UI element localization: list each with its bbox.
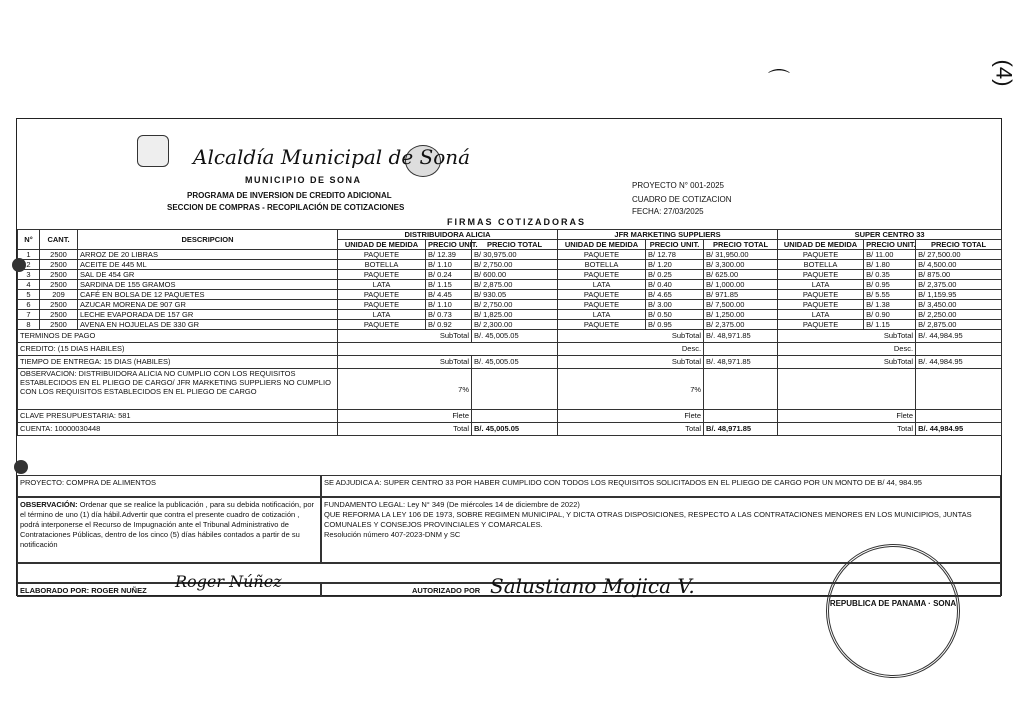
cell-b-1: B/ 0.40 xyxy=(646,280,704,290)
subtotal-label: SubTotal xyxy=(778,330,916,343)
cell-b-0: PAQUETE xyxy=(558,320,646,330)
cell-cant: 2500 xyxy=(40,270,78,280)
vendor-c-heading: SUPER CENTRO 33 xyxy=(778,230,1002,240)
observacion-box xyxy=(17,497,321,563)
cell-b-0: PAQUETE xyxy=(558,290,646,300)
cell-a-0: LATA xyxy=(338,310,426,320)
hole-punch-mark xyxy=(12,258,26,272)
total-label: Total xyxy=(338,423,472,436)
cell-desc: AVENA EN HOJUELAS DE 330 GR xyxy=(78,320,338,330)
cell-b-0: PAQUETE xyxy=(558,270,646,280)
subtotal2-c: B/. 44,984.95 xyxy=(916,356,1002,369)
cell-c-1: B/ 0.35 xyxy=(864,270,916,280)
subtotal-b: B/. 48,971.85 xyxy=(704,330,778,343)
observacion-text: OBSERVACION: DISTRIBUIDORA ALICIA NO CUMPLIO CON LOS REQUISITOS ESTABLECIDOS EN EL PLIEGO DE CARGO/ JFR MARKETING SUPPLIERS NO CUMPLIO CON LOS REQUISITOS ESTABLECIDOS EN EL PLIEGO DE CARGO xyxy=(18,369,338,410)
firmas-heading: FIRMAS COTIZADORAS xyxy=(447,217,586,227)
cell-b-1: B/ 0.50 xyxy=(646,310,704,320)
subtotal-label: SubTotal xyxy=(558,356,704,369)
terminos-label: TERMINOS DE PAGO xyxy=(18,330,338,343)
proyecto-box: PROYECTO: COMPRA DE ALIMENTOS xyxy=(17,475,321,497)
flete-label: Flete xyxy=(778,410,916,423)
quotation-table xyxy=(17,229,1002,436)
cell-c-2: B/ 1,159.95 xyxy=(916,290,1002,300)
cell-no: 5 xyxy=(18,290,40,300)
desc-label: Desc. xyxy=(778,343,916,356)
cell-desc: SAL DE 454 GR xyxy=(78,270,338,280)
cell-no: 7 xyxy=(18,310,40,320)
proyecto-number: PROYECTO N° 001-2025 xyxy=(632,181,724,190)
vendor-a-heading: DISTRIBUIDORA ALICIA xyxy=(338,230,558,240)
col-desc: DESCRIPCION xyxy=(78,230,338,250)
cell-c-0: PAQUETE xyxy=(778,250,864,260)
cell-cant: 2500 xyxy=(40,260,78,270)
cell-desc: LECHE EVAPORADA DE 157 GR xyxy=(78,310,338,320)
cell-c-1: B/ 11.00 xyxy=(864,250,916,260)
cell-a-1: B/ 4.45 xyxy=(426,290,472,300)
col-no: N° xyxy=(18,230,40,250)
total-label: Total xyxy=(558,423,704,436)
cell-c-1: B/ 1.15 xyxy=(864,320,916,330)
cell-c-1: B/ 1.38 xyxy=(864,300,916,310)
cell-c-2: B/ 2,375.00 xyxy=(916,280,1002,290)
cell-b-2: B/ 7,500.00 xyxy=(704,300,778,310)
cell-b-2: B/ 3,300.00 xyxy=(704,260,778,270)
cell-a-0: LATA xyxy=(338,280,426,290)
cell-no: 8 xyxy=(18,320,40,330)
cell-b-0: LATA xyxy=(558,280,646,290)
table-row xyxy=(18,250,1002,260)
fecha-label: FECHA: 27/03/2025 xyxy=(632,207,704,216)
cell-a-1: B/ 0.73 xyxy=(426,310,472,320)
obs-text: Ordenar que se realice la publicación , para su debida notificación, por el término de uno (1) día hábil.Advertir que contra el presente cuadro de cotización , podrá interponerse el Recurso de Impugnación ante el Tribunal Administrativo de Contrataciones Públicas, dentro de los cinco (5) días hábiles contados a partir de su notificación xyxy=(20,500,315,549)
cell-b-2: B/ 1,250.00 xyxy=(704,310,778,320)
adjudica-box: SE ADJUDICA A: SUPER CENTRO 33 POR HABER CUMPLIDO CON TODOS LOS REQUISITOS SOLICITADOS EN EL PLIEGO DE CARGO POR UN MONTO DE B/ 44, 984.95 xyxy=(321,475,1001,497)
municipal-crest-icon xyxy=(137,135,169,167)
cell-a-2: B/ 2,750.00 xyxy=(472,260,558,270)
municipio-label: MUNICIPIO DE SONA xyxy=(245,175,362,185)
cell-c-1: B/ 5.55 xyxy=(864,290,916,300)
cell-a-1: B/ 0.92 xyxy=(426,320,472,330)
table-row xyxy=(18,300,1002,310)
cell-cant: 2500 xyxy=(40,280,78,290)
cell-a-1: B/ 1.15 xyxy=(426,280,472,290)
cell-a-0: PAQUETE xyxy=(338,270,426,280)
table-row xyxy=(18,260,1002,270)
cell-b-2: B/ 2,375.00 xyxy=(704,320,778,330)
cell-b-1: B/ 0.25 xyxy=(646,270,704,280)
cell-no: 3 xyxy=(18,270,40,280)
cell-desc: SARDINA DE 155 GRAMOS xyxy=(78,280,338,290)
cell-b-2: B/ 1,000.00 xyxy=(704,280,778,290)
cell-b-0: PAQUETE xyxy=(558,250,646,260)
subtotal-c: B/. 44,984.95 xyxy=(916,330,1002,343)
cuenta-label: CUENTA: 10000030448 xyxy=(18,423,338,436)
autorizado-box: AUTORIZADO POR xyxy=(321,583,1001,597)
table-row xyxy=(18,280,1002,290)
sheet-header xyxy=(17,119,1001,227)
cell-desc: ARROZ DE 20 LIBRAS xyxy=(78,250,338,260)
cell-c-1: B/ 0.95 xyxy=(864,280,916,290)
cell-c-2: B/ 27,500.00 xyxy=(916,250,1002,260)
col-unit: PRECIO UNIT. xyxy=(864,240,916,250)
hole-punch-mark xyxy=(14,460,28,474)
desc-label: Desc. xyxy=(558,343,704,356)
total-a: B/. 45,005.05 xyxy=(472,423,558,436)
cell-cant: 2500 xyxy=(40,300,78,310)
cell-a-1: B/ 1.10 xyxy=(426,300,472,310)
reforma-text: QUE REFORMA LA LEY 106 DE 1973, SOBRE REGIMEN MUNICIPAL, Y DICTA OTRAS DISPOSICIONES, RESPECTO A LAS CONTRATACIONES MENORES EN LOS MUNICIPIOS, JUNTAS COMUNALES Y CONSEJOS PROVINCIALES Y COMARCALES. xyxy=(324,510,972,529)
cell-a-0: BOTELLA xyxy=(338,260,426,270)
cell-b-0: BOTELLA xyxy=(558,260,646,270)
table-row xyxy=(18,290,1002,300)
cell-no: 2 xyxy=(18,260,40,270)
credito-label: CREDITO: (15 DIAS HABILES) xyxy=(18,343,338,356)
col-unit: PRECIO UNIT. xyxy=(646,240,704,250)
col-unidad: UNIDAD DE MEDIDA xyxy=(338,240,426,250)
cell-desc: AZUCAR MORENA DE 907 GR xyxy=(78,300,338,310)
quotation-sheet xyxy=(16,118,1002,596)
cell-cant: 2500 xyxy=(40,310,78,320)
cell-a-0: PAQUETE xyxy=(338,250,426,260)
cell-c-2: B/ 2,250.00 xyxy=(916,310,1002,320)
cell-c-2: B/ 3,450.00 xyxy=(916,300,1002,310)
cell-b-1: B/ 1.20 xyxy=(646,260,704,270)
table-row xyxy=(18,310,1002,320)
subtotal-a: B/. 45,005.05 xyxy=(472,330,558,343)
cell-c-0: PAQUETE xyxy=(778,270,864,280)
handwritten-mark-1: ⌒ xyxy=(768,68,791,93)
signature-roger: Roger Núñez xyxy=(175,572,282,591)
page-title: Alcaldía Municipal de Soná xyxy=(193,145,471,169)
cell-a-0: PAQUETE xyxy=(338,320,426,330)
cell-a-1: B/ 12.39 xyxy=(426,250,472,260)
cuadro-label: CUADRO DE COTIZACION xyxy=(632,195,732,204)
col-total: PRECIO TOTAL xyxy=(916,240,1002,250)
cell-c-0: LATA xyxy=(778,310,864,320)
total-b: B/. 48,971.85 xyxy=(704,423,778,436)
cell-a-1: B/ 0.24 xyxy=(426,270,472,280)
cell-a-2: B/ 1,825.00 xyxy=(472,310,558,320)
subtotal-label: SubTotal xyxy=(338,330,472,343)
cell-c-2: B/ 4,500.00 xyxy=(916,260,1002,270)
cell-c-0: BOTELLA xyxy=(778,260,864,270)
col-cant: CANT. xyxy=(40,230,78,250)
cell-b-2: B/ 31,950.00 xyxy=(704,250,778,260)
table-row xyxy=(18,320,1002,330)
cell-cant: 2500 xyxy=(40,320,78,330)
cell-cant: 209 xyxy=(40,290,78,300)
total-c: B/. 44,984.95 xyxy=(916,423,1002,436)
clave-label: CLAVE PRESUPUESTARIA: 581 xyxy=(18,410,338,423)
subtotal-label: SubTotal xyxy=(778,356,916,369)
cell-a-2: B/ 2,300.00 xyxy=(472,320,558,330)
signature-autorizado: Salustiano Mojica V. xyxy=(490,574,695,598)
cell-b-1: B/ 0.95 xyxy=(646,320,704,330)
obs-label: OBSERVACIÓN: xyxy=(20,500,78,509)
cell-no: 1 xyxy=(18,250,40,260)
pct-b: 7% xyxy=(558,369,704,410)
cell-a-2: B/ 30,975.00 xyxy=(472,250,558,260)
tiempo-label: TIEMPO DE ENTREGA: 15 DIAS (HABILES) xyxy=(18,356,338,369)
cell-c-2: B/ 875.00 xyxy=(916,270,1002,280)
cell-cant: 2500 xyxy=(40,250,78,260)
cell-b-2: B/ 971.85 xyxy=(704,290,778,300)
cell-a-2: B/ 600.00 xyxy=(472,270,558,280)
col-unidad: UNIDAD DE MEDIDA xyxy=(558,240,646,250)
flete-label: Flete xyxy=(558,410,704,423)
subtotal-label: SubTotal xyxy=(338,356,472,369)
cell-b-2: B/ 625.00 xyxy=(704,270,778,280)
official-stamp: REPUBLICA DE PANAMA · SONA xyxy=(826,544,960,678)
handwritten-mark-2: (4) xyxy=(991,59,1017,87)
pct-a: 7% xyxy=(338,369,472,410)
programa-label: PROGRAMA DE INVERSION DE CREDITO ADICIONAL xyxy=(187,191,392,200)
cell-b-0: LATA xyxy=(558,310,646,320)
col-unit: PRECIO UNIT. xyxy=(426,240,472,250)
cell-c-1: B/ 1.80 xyxy=(864,260,916,270)
cell-no: 4 xyxy=(18,280,40,290)
col-unidad: UNIDAD DE MEDIDA xyxy=(778,240,864,250)
cell-a-0: PAQUETE xyxy=(338,300,426,310)
vendor-b-heading: JFR MARKETING SUPPLIERS xyxy=(558,230,778,240)
cell-c-2: B/ 2,875.00 xyxy=(916,320,1002,330)
cell-a-2: B/ 2,875.00 xyxy=(472,280,558,290)
table-row xyxy=(18,270,1002,280)
cell-b-1: B/ 3.00 xyxy=(646,300,704,310)
cell-desc: CAFÉ EN BOLSA DE 12 PAQUETES xyxy=(78,290,338,300)
subtotal2-a: B/. 45,005.05 xyxy=(472,356,558,369)
cell-c-0: PAQUETE xyxy=(778,300,864,310)
flete-label: Flete xyxy=(338,410,472,423)
cell-b-1: B/ 12.78 xyxy=(646,250,704,260)
seccion-label: SECCION DE COMPRAS - RECOPILACIÓN DE COTIZACIONES xyxy=(167,203,405,212)
subtotal2-b: B/. 48,971.85 xyxy=(704,356,778,369)
elaborado-box: ELABORADO POR: ROGER NUÑEZ xyxy=(17,583,321,597)
cell-no: 6 xyxy=(18,300,40,310)
subtotal-label: SubTotal xyxy=(558,330,704,343)
cell-a-0: PAQUETE xyxy=(338,290,426,300)
col-total: PRECIO TOTAL xyxy=(704,240,778,250)
cell-c-0: PAQUETE xyxy=(778,290,864,300)
fundamento-text: FUNDAMENTO LEGAL: Ley N° 349 (De miércoles 14 de diciembre de 2022) xyxy=(324,500,580,509)
cell-b-0: PAQUETE xyxy=(558,300,646,310)
cell-b-1: B/ 4.65 xyxy=(646,290,704,300)
resolucion-text: Resolución número 407-2023-DNM y SC xyxy=(324,530,461,539)
cell-c-0: PAQUETE xyxy=(778,320,864,330)
cell-desc: ACEITE DE 445 ML xyxy=(78,260,338,270)
cell-c-0: LATA xyxy=(778,280,864,290)
cell-a-2: B/ 930.05 xyxy=(472,290,558,300)
cell-a-2: B/ 2,750.00 xyxy=(472,300,558,310)
cell-a-1: B/ 1.10 xyxy=(426,260,472,270)
total-label: Total xyxy=(778,423,916,436)
col-total: PRECIO TOTAL xyxy=(472,240,558,250)
cell-c-1: B/ 0.90 xyxy=(864,310,916,320)
